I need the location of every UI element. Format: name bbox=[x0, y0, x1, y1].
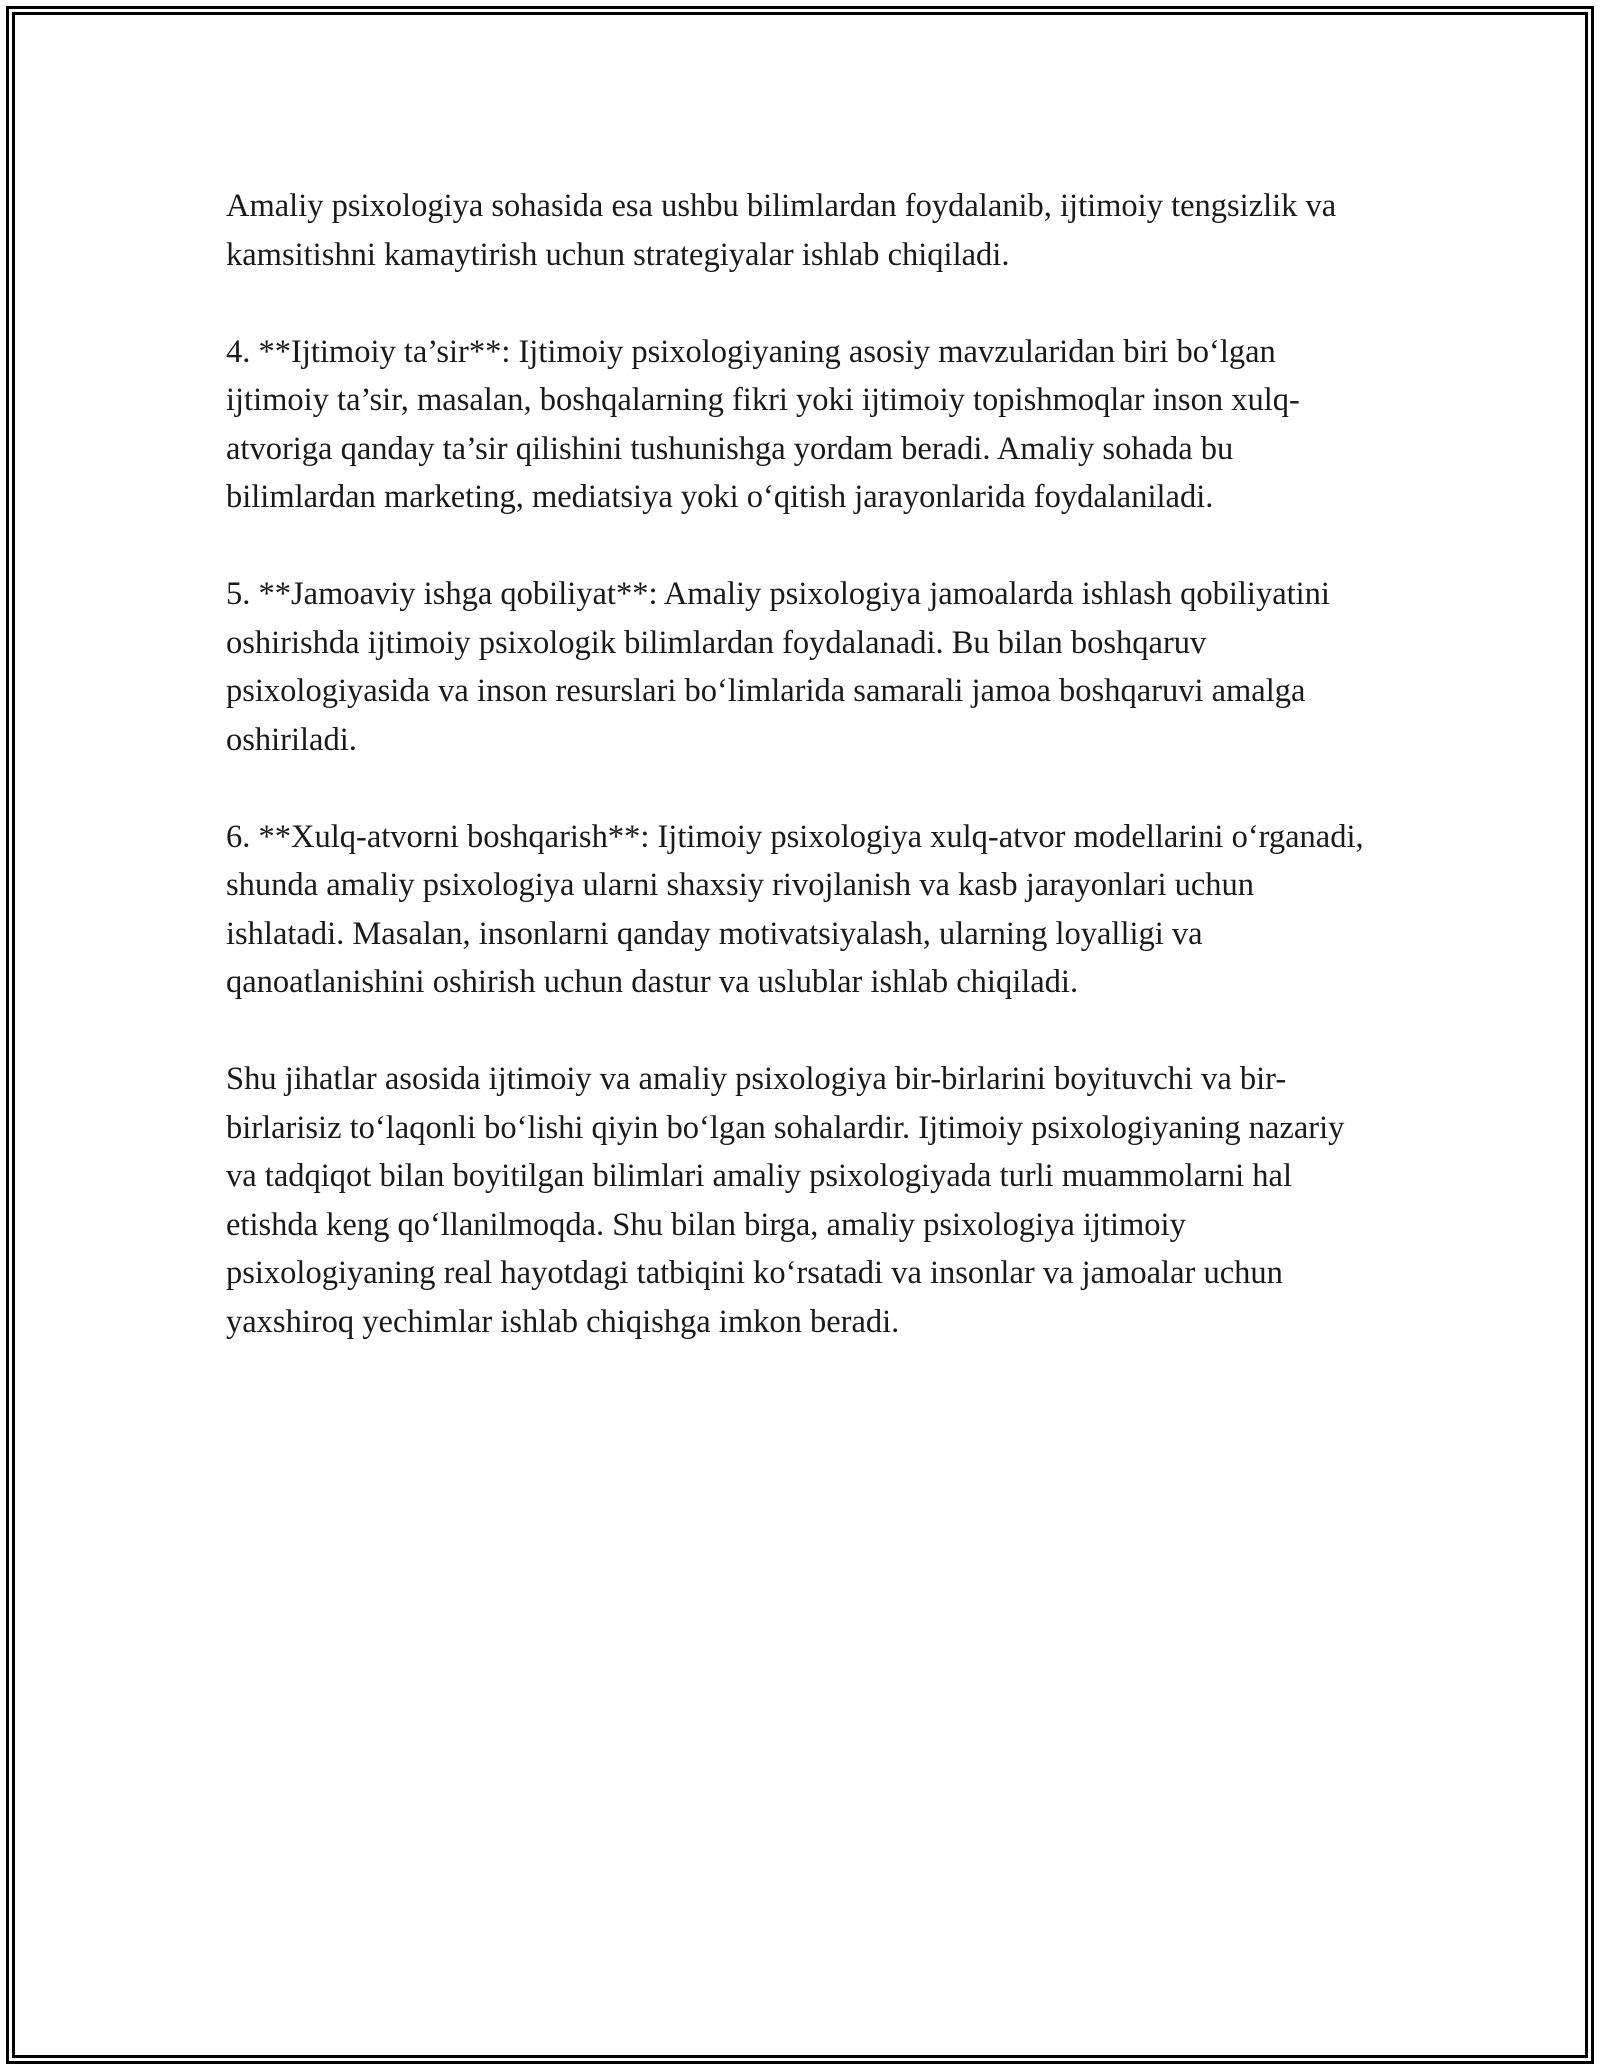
paragraph-item-5: 5. **Jamoaviy ishga qobiliyat**: Amaliy psixologiya jamoalarda ishlash qobiliyatini oshirishda ijtimoiy psixologik bilimlardan foydalanadi. Bu bilan boshqaruv psixologiyasida va inson resurslari bo‘limlarida samarali jamoa boshqaruvi amalga oshiriladi. bbox=[226, 576, 1330, 758]
paragraph-conclusion: Shu jihatlar asosida ijtimoiy va amaliy psixologiya bir-birlarini boyituvchi va bir-birlarisiz to‘laqonli bo‘lishi qiyin bo‘lgan sohalardir. Ijtimoiy psixologiyaning nazariy va tadqiqot bilan boyitilgan bilimlari amaliy psixologiyada turli muammolarni hal etishda keng qo‘llanilmoqda. Shu bilan birga, amaliy psixologiya ijtimoiy psixologiyaning real hayotdagi tatbiqini ko‘rsatadi va insonlar va jamoalar uchun yaxshiroq yechimlar ishlab chiqishga imkon beradi. bbox=[226, 1061, 1345, 1340]
paragraph-item-6: 6. **Xulq-atvorni boshqarish**: Ijtimoiy psixologiya xulq-atvor modellarini o‘rganadi, shunda amaliy psixologiya ularni shaxsiy rivojlanish va kasb jarayonlari uchun ishlatadi. Masalan, insonlarni qanday motivatsiyalash, ularning loyalligi va qanoatlanishini oshirish uchun dastur va uslublar ishlab chiqiladi. bbox=[226, 818, 1364, 1000]
paragraph-intro: Amaliy psixologiya sohasida esa ushbu bilimlardan foydalanib, ijtimoiy tengsizlik va kamsitishni kamaytirish uchun strategiyalar ishlab chiqiladi. bbox=[226, 188, 1337, 273]
document-body bbox=[226, 182, 1376, 1346]
paragraph-item-4: 4. **Ijtimoiy ta’sir**: Ijtimoiy psixologiyaning asosiy mavzularidan biri bo‘lgan ijtimoiy ta’sir, masalan, boshqalarning fikri yoki ijtimoiy topishmoqlar inson xulq-atvoriga qanday ta’sir qilishini tushunishga yordam beradi. Amaliy sohada bu bilimlardan marketing, mediatsiya yoki o‘qitish jarayonlarida foydalaniladi. bbox=[226, 333, 1300, 515]
